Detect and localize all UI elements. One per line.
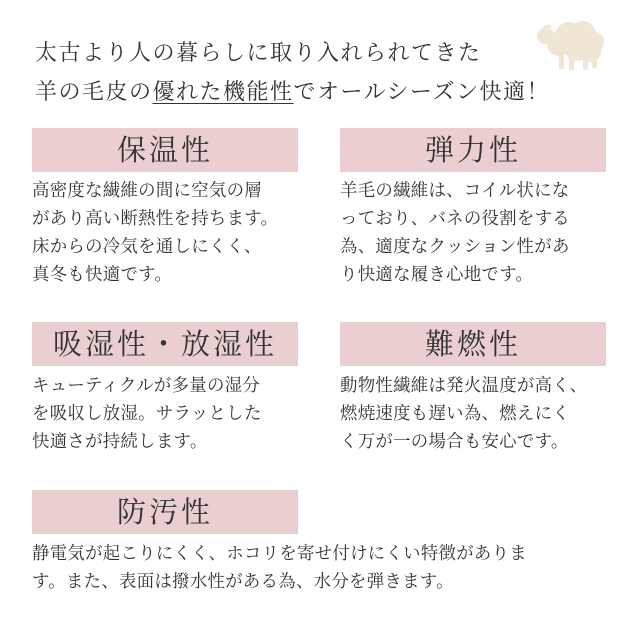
feature-line: り快適な履き心地です。 <box>340 265 534 285</box>
sheep-icon <box>533 14 611 72</box>
feature-body-heat-retention <box>32 177 278 289</box>
intro-underline-superior: 優れた <box>152 80 224 105</box>
feature-body-elasticity <box>340 177 570 289</box>
feature-title-heat-retention: 保温性 <box>32 128 298 172</box>
feature-title-flame-resistance: 難燃性 <box>340 322 606 366</box>
feature-line: があり高い断熱性を持ちます。 <box>32 209 279 229</box>
feature-line: く万が一の場合も安心です。 <box>340 432 569 452</box>
feature-line: 快適さが持続します。 <box>32 432 208 452</box>
feature-line: を吸収し放湿。サラッとした <box>32 404 262 424</box>
intro-line-2 <box>35 73 595 112</box>
intro-line-2-d: でオールシーズン快適！ <box>293 80 550 105</box>
feature-body-stain-resistance <box>32 540 527 596</box>
feature-title-stain-resistance: 防汚性 <box>32 490 298 534</box>
feature-line: 燃焼速度も遅い為、燃えにく <box>340 404 570 424</box>
feature-line: 床からの冷気を通しにくく、 <box>32 237 262 257</box>
feature-title-elasticity: 弾力性 <box>340 128 606 172</box>
feature-line: キューティクルが多量の湿分 <box>32 376 261 396</box>
intro-text <box>35 34 595 112</box>
feature-line: 動物性繊維は発火温度が高く、 <box>340 376 588 396</box>
feature-line: 羊毛の繊維は、コイル状にな <box>340 181 570 201</box>
intro-underline-functionality: 機能性 <box>223 80 294 105</box>
intro-line-2-a: 羊の毛皮の <box>35 80 153 105</box>
feature-line: す。また、表面は撥水性がある為、水分を弾きます。 <box>32 572 454 592</box>
feature-line: 静電気が起こりにくく、ホコリを寄せ付けにくい特徴がありま <box>32 544 527 564</box>
feature-line: っており、バネの役割をする <box>340 209 570 229</box>
feature-line: 高密度な繊維の間に空気の層 <box>32 181 262 201</box>
feature-body-flame-resistance <box>340 372 587 456</box>
intro-line-1: 太古より人の暮らしに取り入れられてきた <box>35 41 482 66</box>
feature-line: 為、適度なクッション性があ <box>340 237 570 257</box>
feature-line: 真冬も快適です。 <box>32 265 173 285</box>
feature-title-moisture: 吸湿性・放湿性 <box>32 322 298 366</box>
feature-body-moisture <box>32 372 262 456</box>
